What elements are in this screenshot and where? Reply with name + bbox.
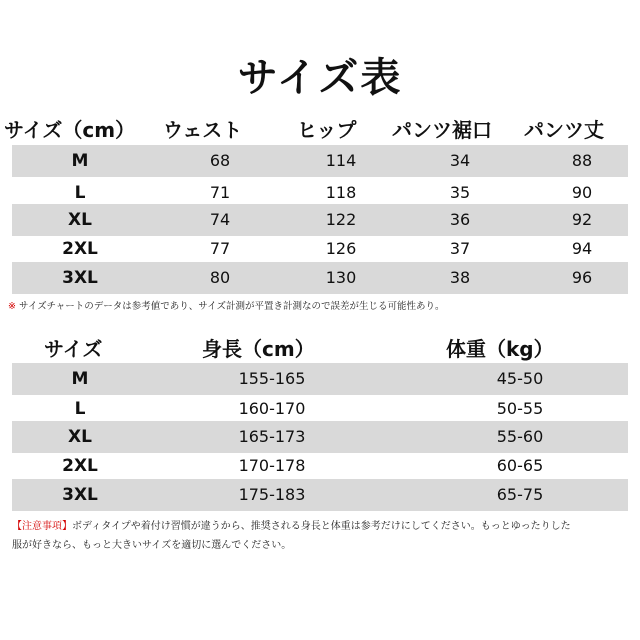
- weight-cell: 65-75: [496, 485, 544, 504]
- size-cell: 3XL: [62, 268, 98, 288]
- size-cell: L: [74, 183, 86, 203]
- size-cell: M: [71, 151, 89, 171]
- hip-cell: 118: [325, 183, 357, 202]
- size-cell: XL: [68, 427, 92, 447]
- weight-cell: 50-55: [496, 399, 544, 418]
- header-weight: 体重（kg）: [446, 337, 554, 361]
- length-cell: 90: [571, 183, 593, 202]
- table-row: [12, 421, 628, 453]
- length-cell: 96: [571, 268, 593, 287]
- length-cell: 94: [571, 239, 593, 258]
- height-cell: 170-178: [238, 456, 306, 475]
- header-hip: ヒップ: [297, 118, 357, 142]
- table-row: [12, 450, 628, 482]
- size-cell: 2XL: [62, 239, 98, 259]
- weight-cell: 60-65: [496, 456, 544, 475]
- height-cell: 165-173: [238, 427, 306, 446]
- hip-cell: 130: [325, 268, 357, 287]
- hem-cell: 35: [449, 183, 471, 202]
- table-row: [12, 145, 628, 177]
- waist-cell: 77: [209, 239, 231, 258]
- waist-cell: 74: [209, 210, 231, 229]
- header-length: パンツ丈: [524, 118, 604, 142]
- table-row: [12, 233, 628, 265]
- note-text: サイズチャートのデータは参考値であり、サイズ計測が平置き計測なので誤差が生じる可能性あり。: [19, 301, 445, 312]
- size-cell: L: [74, 399, 86, 419]
- weight-cell: 55-60: [496, 427, 544, 446]
- size-table-header: [0, 114, 640, 146]
- table-row: [12, 479, 628, 511]
- hem-cell: 37: [449, 239, 471, 258]
- size-cell: M: [71, 369, 89, 389]
- waist-cell: 80: [209, 268, 231, 287]
- weight-cell: 45-50: [496, 369, 544, 388]
- size-cell: XL: [68, 210, 92, 230]
- length-cell: 88: [571, 151, 593, 170]
- height-cell: 160-170: [238, 399, 306, 418]
- length-cell: 92: [571, 210, 593, 229]
- size-cell: 2XL: [62, 456, 98, 476]
- notice-line1: ボディタイプや着付け習慣が違うから、推奨される身長と体重は参考だけにしてください。もっとゆったりした: [72, 521, 571, 532]
- header-size-cm: サイズ（cm）: [4, 118, 136, 142]
- table-row: [12, 262, 628, 294]
- hem-cell: 36: [449, 210, 471, 229]
- height-cell: 155-165: [238, 369, 306, 388]
- header-hem: パンツ裾口: [392, 118, 492, 142]
- notice-label: 【注意事項】: [12, 521, 72, 532]
- header-waist: ウェスト: [163, 118, 243, 142]
- header-height: 身長（cm）: [202, 337, 315, 361]
- height-cell: 175-183: [238, 485, 306, 504]
- header-size: サイズ: [44, 337, 103, 361]
- table-row: [12, 204, 628, 236]
- notice: [12, 517, 632, 555]
- hip-cell: 122: [325, 210, 357, 229]
- note-mark: ※: [8, 301, 16, 312]
- waist-cell: 71: [209, 183, 231, 202]
- hip-cell: 114: [325, 151, 357, 170]
- notice-line2: 服が好きなら、もっと大きいサイズを適切に選んでください。: [12, 540, 292, 551]
- hip-cell: 126: [325, 239, 357, 258]
- table-row: [12, 363, 628, 395]
- measurement-note: [8, 298, 445, 312]
- fit-table-header: [0, 333, 640, 365]
- size-cell: 3XL: [62, 485, 98, 505]
- page-title: サイズ表: [237, 55, 403, 101]
- waist-cell: 68: [209, 151, 231, 170]
- hem-cell: 38: [449, 268, 471, 287]
- hem-cell: 34: [449, 151, 471, 170]
